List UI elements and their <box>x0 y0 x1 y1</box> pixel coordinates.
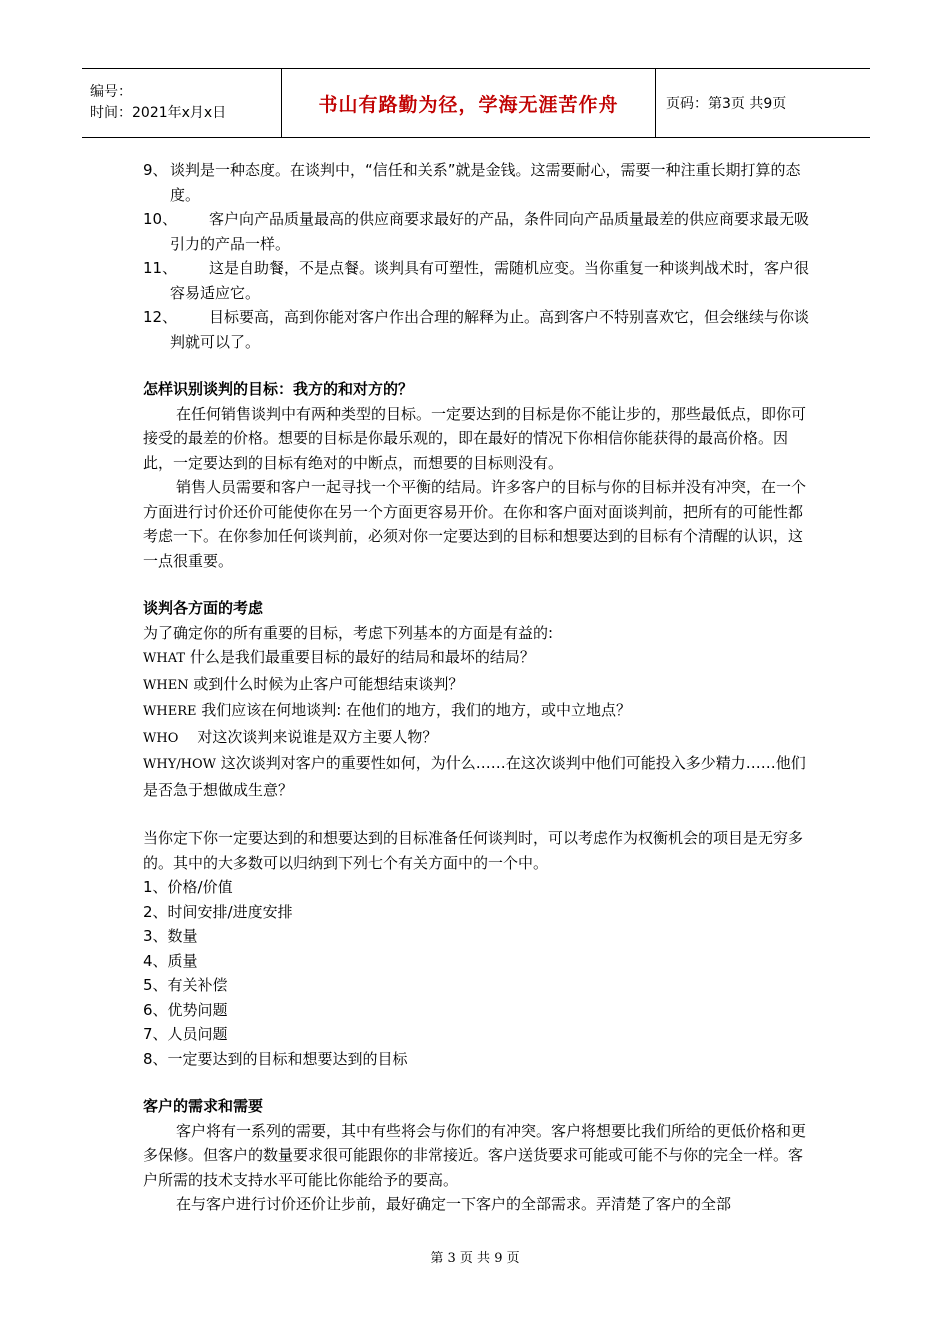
item-text: 谈判是一种态度。在谈判中，“信任和关系”就是金钱。这需要耐心，需要一种注重长期打算的态度。 <box>170 161 801 204</box>
question-line <box>143 725 813 752</box>
question-text: 我们应该在何地谈判: 在他们的地方，我们的地方，或中立地点？ <box>196 701 632 719</box>
page-footer: 第 3 页 共 9 页 <box>430 1251 520 1266</box>
list-item <box>143 158 813 207</box>
list-item: 5、有关补偿 <box>143 976 228 994</box>
paragraph: 销售人员需要和客户一起寻找一个平衡的结局。许多客户的目标与你的目标并没有冲突，在一个方面进行讨价还价可能使你在另一个方面更容易开价。在你和客户面对面谈判前，把所有的可能性都考虑一下。在你参加任何谈判前，必须对你一定要达到的目标和想要达到的目标有个清醒的认识，这一点很重要。 <box>143 478 807 570</box>
question-key: WHAT <box>143 651 186 666</box>
item-text: 这是自助餐，不是点餐。谈判具有可塑性，需随机应变。当你重复一种谈判战术时，客户很容易适应它。 <box>170 259 810 302</box>
list-item: 6、优势问题 <box>143 1000 228 1019</box>
header-motto-cell <box>282 69 656 137</box>
header-page-cell <box>656 69 870 137</box>
item-number: 10、 <box>143 210 178 228</box>
list-item: 7、人员问题 <box>143 1025 228 1043</box>
list-item: 8、一定要达到的目标和想要达到的目标 <box>143 1049 408 1068</box>
spacer <box>143 802 813 826</box>
list-item: 3、数量 <box>143 927 198 945</box>
question-line <box>143 751 813 802</box>
header-meta <box>82 69 282 137</box>
list-item <box>143 305 813 354</box>
item-number: 11、 <box>143 259 178 277</box>
page-label: 页码：第3页 共9页 <box>666 96 787 112</box>
question-text: 对这次谈判来说谁是双方主要人物？ <box>178 727 438 746</box>
paragraph: 客户将有一系列的需要，其中有些将会与你们的有冲突。客户将想要比我们所给的更低价格和更多保修。但客户的数量要求很可能跟你的非常接近。客户送货要求可能或可能不与你的完全一样。客户所需的技术支持水平可能比你能给予的要高。 <box>143 1121 807 1189</box>
paragraph: 当你定下你一定要达到的和想要达到的目标准备任何谈判时，可以考虑作为权衡机会的项目是无穷多的。其中的大多数可以归纳到下列七个有关方面中的一个中。 <box>143 829 804 872</box>
question-text: 什么是我们最重要目标的最好的结局和最坏的结局？ <box>185 648 535 666</box>
paragraph: 在任何销售谈判中有两种类型的目标。一定要达到的目标是你不能让步的，那些最低点，即你可接受的最差的价格。想要的目标是你最乐观的，即在最好的情况下你相信你能获得的最高价格。因此，一定要达到的目标有绝对的中断点，而想要的目标则没有。 <box>143 404 807 472</box>
section-heading: 客户的需求和需要 <box>143 1097 264 1115</box>
list-item <box>143 207 813 256</box>
question-key: WHERE <box>143 704 197 719</box>
question-line <box>143 698 813 725</box>
question-line <box>143 672 813 699</box>
paragraph: 在与客户进行讨价还价让步前，最好确定一下客户的全部需求。弄清楚了客户的全部 <box>176 1195 732 1213</box>
section-heading: 怎样识别谈判的目标：我方的和对方的？ <box>143 380 414 398</box>
item-number: 9、 <box>143 161 168 179</box>
page-header <box>82 68 870 138</box>
question-key: WHY/HOW <box>143 757 217 772</box>
question-key: WHEN <box>143 677 189 693</box>
item-text: 客户向产品质量最高的供应商要求最好的产品，条件同向产品质量最差的供应商要求最无吸引力的产品一样。 <box>170 210 810 253</box>
question-line <box>143 645 813 672</box>
document-body <box>143 158 813 1217</box>
list-item <box>143 256 813 305</box>
list-item: 1、价格/价值 <box>143 878 233 896</box>
list-item: 2、时间安排/进度安排 <box>143 902 293 921</box>
code-label: 编号： <box>90 84 132 100</box>
paragraph: 为了确定你的所有重要的目标，考虑下列基本的方面是有益的: <box>143 623 554 642</box>
question-text: 这次谈判对客户的重要性如何，为什么……在这次谈判中他们可能投入多少精力……他们是否急于想做成生意？ <box>143 754 806 799</box>
question-text: 或到什么时候为止客户可能想结束谈判？ <box>188 674 464 693</box>
item-text: 目标要高，高到你能对客户作出合理的解释为止。高到客户不特别喜欢它，但会继续与你谈判就可以了。 <box>170 308 810 351</box>
item-number: 12、 <box>143 308 178 326</box>
motto: 书山有路勤为径，学海无涯苦作舟 <box>318 93 619 116</box>
time-label: 时间：2021年x月x日 <box>90 105 227 121</box>
section-heading: 谈判各方面的考虑 <box>143 599 264 617</box>
list-item: 4、质量 <box>143 951 198 970</box>
question-key: WHO <box>143 730 179 746</box>
